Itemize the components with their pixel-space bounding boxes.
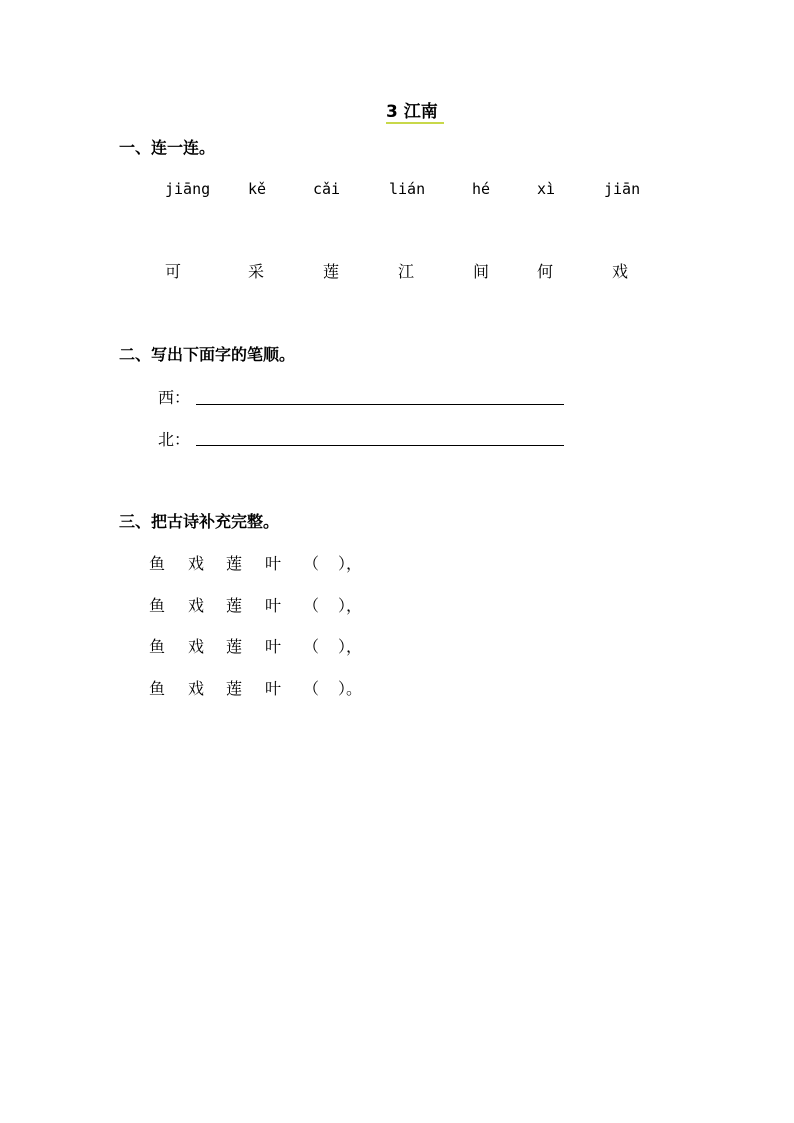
poem-line-1-char-3: 莲 [226, 554, 243, 573]
poem-line-1-char-1: 鱼 [149, 554, 166, 573]
character-7: 戏 [612, 262, 629, 281]
poem-line-1-open-paren: （ [303, 554, 320, 573]
section-2-heading: 二、写出下面字的笔顺。 [119, 345, 296, 364]
poem-line-3-char-1: 鱼 [149, 637, 166, 656]
pinyin-4: lián [389, 180, 426, 198]
character-5: 间 [473, 262, 490, 281]
poem-line-3-close-paren: ）， [338, 637, 363, 656]
pinyin-5: hé [472, 180, 491, 198]
pinyin-2: kě [248, 180, 267, 198]
poem-line-3-char-2: 戏 [188, 637, 205, 656]
poem-line-3-char-3: 莲 [226, 637, 243, 656]
character-6: 何 [537, 262, 554, 281]
poem-line-4-char-1: 鱼 [149, 679, 166, 698]
poem-line-4-char-2: 戏 [188, 679, 205, 698]
poem-line-2-close-paren: ）， [338, 596, 363, 615]
poem-line-1-char-4: 叶 [265, 554, 282, 573]
title-underline [386, 122, 444, 124]
poem-line-3-char-4: 叶 [265, 637, 282, 656]
poem-line-4-close-paren: ）。 [338, 679, 363, 698]
poem-line-2-open-paren: （ [303, 596, 320, 615]
page-title: 3 江南 [386, 102, 438, 122]
character-3: 莲 [323, 262, 340, 281]
poem-line-2-char-2: 戏 [188, 596, 205, 615]
section-1-heading: 一、连一连。 [119, 138, 216, 157]
section-3-heading: 三、把古诗补充完整。 [119, 512, 280, 531]
poem-line-4-char-3: 莲 [226, 679, 243, 698]
pinyin-6: xì [537, 180, 556, 198]
poem-line-2-char-3: 莲 [226, 596, 243, 615]
poem-line-4-char-4: 叶 [265, 679, 282, 698]
poem-line-2-char-4: 叶 [265, 596, 282, 615]
character-4: 江 [398, 262, 415, 281]
character-2: 采 [248, 262, 265, 281]
stroke-answer-line-xi[interactable] [196, 404, 564, 405]
poem-line-1-close-paren: ）， [338, 554, 363, 573]
stroke-label-xi: 西： [158, 388, 191, 407]
poem-line-4-open-paren: （ [303, 679, 320, 698]
pinyin-3: cǎi [313, 180, 341, 198]
character-1: 可 [165, 262, 182, 281]
poem-line-3-open-paren: （ [303, 637, 320, 656]
stroke-label-bei: 北： [158, 430, 191, 449]
poem-line-1-char-2: 戏 [188, 554, 205, 573]
pinyin-1: jiāng [165, 180, 211, 198]
pinyin-7: jiān [604, 180, 641, 198]
stroke-answer-line-bei[interactable] [196, 445, 564, 446]
poem-line-2-char-1: 鱼 [149, 596, 166, 615]
